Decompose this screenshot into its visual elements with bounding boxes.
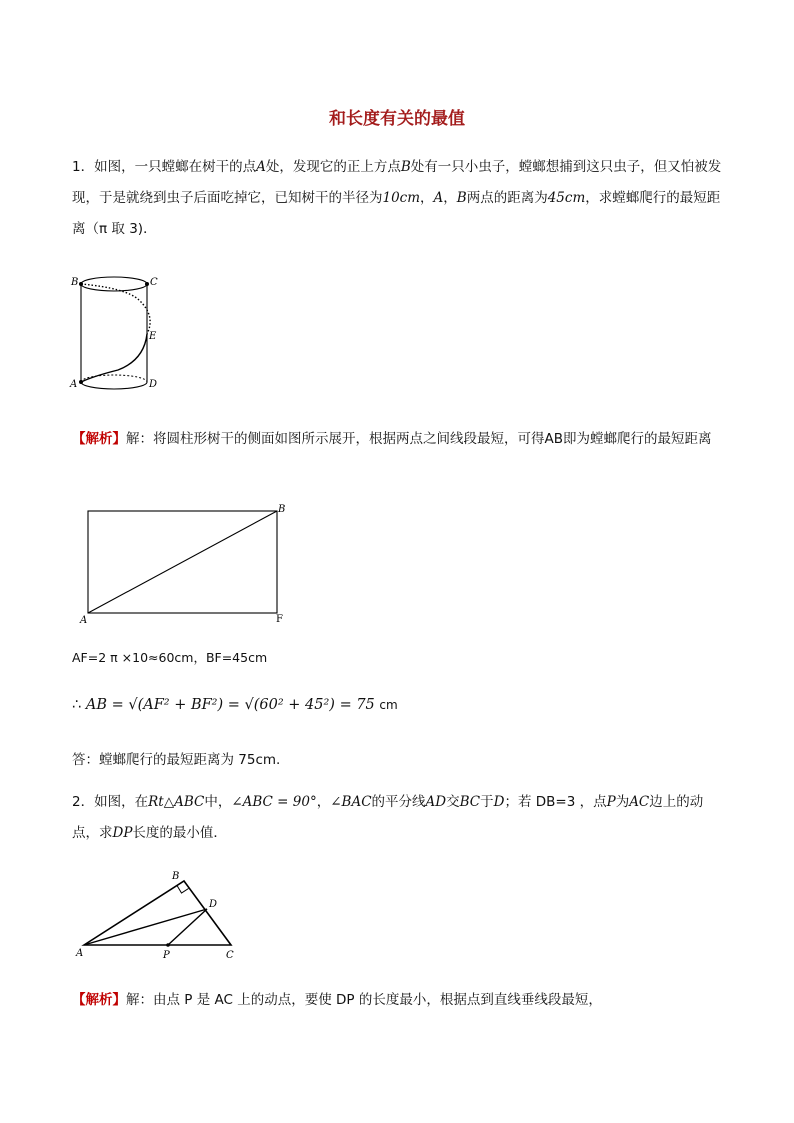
answer-1-text — [72, 424, 724, 455]
q2-d: D — [493, 794, 505, 810]
answer-2-text — [72, 988, 602, 1008]
label-a: A — [80, 615, 88, 626]
q2-text-c: 中， — [204, 794, 232, 810]
label-b: B — [278, 504, 286, 515]
page-title: 和长度有关的最值 — [329, 109, 465, 129]
analysis-tag-2: 【解析】 — [72, 992, 126, 1008]
answer-2-body: 解：由点 P 是 AC 上的动点，要使 DP 的长度最小，根据点到直线垂线段最短， — [126, 992, 602, 1008]
label-c: C — [150, 277, 158, 288]
point-p-dot — [166, 943, 170, 947]
q2-text-h: ；若 DB=3 ，点 — [504, 794, 607, 810]
question-2-text — [72, 787, 724, 849]
q2-text-k: 长度的最小值． — [132, 825, 227, 841]
right-angle-mark — [177, 886, 189, 894]
diagonal-ab — [88, 511, 277, 613]
q1-text-e: ， — [443, 190, 457, 206]
triangle-figure — [70, 864, 250, 964]
q1-radius: 10cm — [382, 190, 421, 206]
unfolded-rectangle-figure — [78, 502, 298, 628]
q1-point-b: B — [400, 159, 411, 175]
label-c: C — [226, 950, 234, 961]
q1-text-a: 1．如图，一只螳螂在树干的点 — [72, 159, 257, 175]
point-c-dot — [145, 282, 149, 286]
q2-ac: AC — [629, 794, 650, 810]
q1-point-a: A — [256, 159, 266, 175]
label-f: F — [276, 614, 283, 625]
q2-ad: AD — [425, 794, 447, 810]
q2-angle: ∠ABC = 90° — [231, 794, 317, 810]
label-b: B — [71, 277, 79, 288]
therefore-sign: ∴ — [72, 697, 82, 713]
cylinder-bottom-front — [81, 382, 147, 389]
formula-unit: cm — [379, 698, 398, 712]
answer-1-body: 解：将圆柱形树干的侧面如图所示展开，根据两点之间线段最短，可得AB即为螳螂爬行的最短距离 — [126, 431, 712, 447]
answer-1-conclusion: 答：螳螂爬行的最短距离为 75cm. — [72, 752, 281, 768]
q2-text-j: 边上的动点，求 — [72, 794, 704, 841]
calc-line: AF=2 π ×10≈60cm，BF=45cm — [72, 650, 268, 665]
label-e: E — [149, 331, 157, 342]
point-a-dot — [79, 380, 83, 384]
formula-body: = √(AF² + BF²) = √(60² + 45²) = 75 — [111, 697, 375, 713]
q2-text-d: ， — [316, 794, 331, 810]
q2-bac: ∠BAC — [330, 794, 372, 810]
spiral-path-solid — [81, 334, 147, 382]
bisector-ad — [84, 909, 207, 945]
label-d: D — [149, 379, 158, 390]
formula-lhs: AB — [85, 697, 107, 713]
label-d: D — [209, 899, 218, 910]
point-b-dot — [79, 282, 83, 286]
q1-text-g: ，求螳螂爬行的最短距离（π 取 3)． — [72, 190, 721, 237]
formula-line — [72, 697, 398, 713]
triangle-abc — [84, 881, 231, 945]
q1-point-a2: A — [433, 190, 444, 206]
q1-text-c: 处有一只小虫子，螳螂想捕到这只虫子，但又怕被发现，于是就绕到虫子后面吃掉它，已知树干的半径为 — [72, 159, 722, 206]
label-b: B — [172, 871, 180, 882]
q2-text-a: 2．如图，在 — [72, 794, 149, 810]
label-p: P — [163, 950, 170, 961]
cylinder-top-ellipse — [81, 277, 147, 291]
cylinder-figure — [66, 270, 176, 396]
q1-distance: 45cm — [547, 190, 586, 206]
q1-text-d: ， — [420, 190, 434, 206]
q2-rt: Rt — [148, 794, 164, 810]
q2-text-i: 为 — [615, 794, 630, 810]
label-a: A — [70, 379, 78, 390]
q2-p: P — [606, 794, 616, 810]
q1-text-f: 两点的距离为 — [466, 190, 548, 206]
question-1-text — [72, 152, 724, 245]
label-a: A — [76, 948, 84, 959]
q2-text-f: 交 — [446, 794, 460, 810]
q2-triangle-sign: △ — [163, 794, 175, 810]
q2-text-e: 的平分线 — [371, 794, 426, 810]
q2-bc: BC — [459, 794, 481, 810]
q2-dp: DP — [112, 825, 133, 841]
analysis-tag: 【解析】 — [72, 431, 126, 447]
q2-abc: ABC — [174, 794, 205, 810]
q1-text-b: 处，发现它的正上方点 — [265, 159, 401, 175]
q1-point-b2: B — [456, 190, 467, 206]
q2-text-g: 于 — [480, 794, 494, 810]
